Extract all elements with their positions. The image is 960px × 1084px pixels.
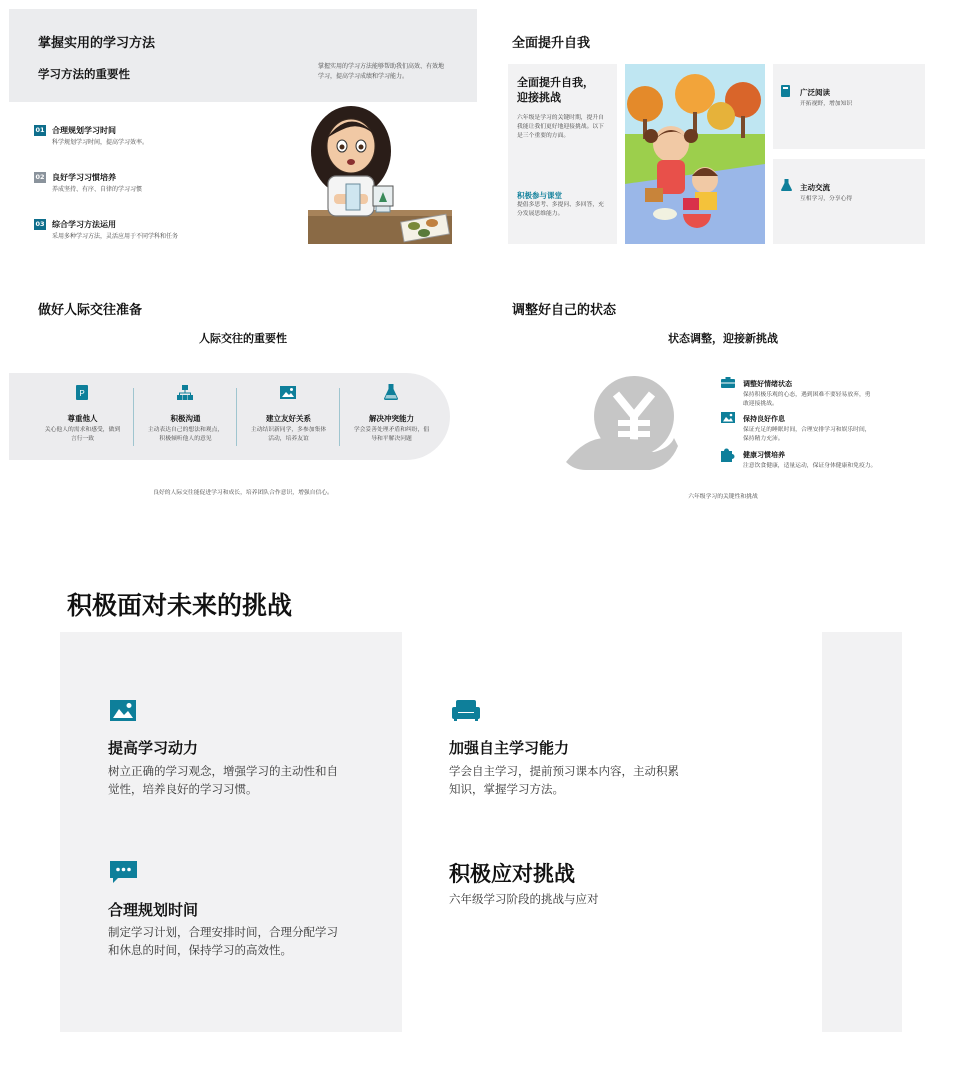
card-text: 六年级是学习的关键时期，提升自 我能让我们更好地迎接挑战。以下 是三个重要的方面。 — [517, 115, 604, 139]
card-desc: 互相学习，分享心得 — [800, 196, 853, 202]
slide-title: 积极面对未来的挑战 — [67, 591, 293, 620]
feature-title: 提高学习动力 — [108, 739, 199, 757]
item-desc: 科学规划学习时间，提高学习效率。 — [52, 139, 149, 146]
item-title: 合理规划学习时间 — [52, 126, 116, 135]
sub-text: 提倡多思考、多提问、多回答，充 分发展思维能力。 — [517, 202, 604, 217]
header-band — [9, 9, 477, 102]
item-desc: 养成坚持、有序、自律的学习习惯 — [52, 186, 143, 193]
skill-title: 尊重他人 — [67, 414, 98, 423]
slide-title: 掌握实用的学习方法 — [38, 36, 156, 51]
footer-text: 六年级学习的关键性和挑战 — [688, 494, 758, 500]
feature-text: 树立正确的学习观念，增强学习的主动性和自 觉性，培养良好的学习习惯。 — [108, 764, 338, 796]
card-desc: 开拓视野，增加知识 — [800, 101, 853, 107]
skill-title: 解决冲突能力 — [369, 414, 414, 423]
item-title: 调整好情绪状态 — [743, 380, 792, 388]
challenge-subtitle: 六年级学习阶段的挑战与应对 — [449, 892, 599, 906]
number-badge: 02 — [35, 173, 45, 181]
sitemap-icon — [177, 385, 193, 400]
item-desc: 保证充足的睡眠时间，合理安排学习和娱乐时间， 保持精力充沛。 — [743, 427, 871, 442]
image-icon — [721, 412, 735, 423]
slide-subtitle: 状态调整，迎接新挑战 — [668, 332, 778, 345]
skill-title: 积极沟通 — [170, 414, 201, 423]
skill-column — [340, 373, 443, 460]
skill-title: 建立友好关系 — [266, 414, 311, 423]
feature-title: 加强自主学习能力 — [449, 739, 570, 757]
communicate-card — [773, 159, 925, 244]
skill-desc: 主动表达自己的想法和观点， 积极倾听他人的意见 — [147, 427, 224, 442]
svg-text:P: P — [79, 389, 85, 398]
card-title: 全面提升自我， 迎接挑战 — [517, 76, 594, 104]
sofa-icon — [452, 700, 480, 721]
item-desc: 采用多种学习方法，灵活应用于不同学科和任务 — [52, 233, 179, 240]
briefcase-icon — [721, 377, 735, 388]
chat-icon — [110, 861, 137, 883]
item-title: 综合学习方法运用 — [52, 220, 116, 229]
slide-title: 做好人际交往准备 — [38, 303, 143, 318]
intro-card — [508, 64, 617, 244]
image-icon — [280, 386, 296, 399]
feature-title: 合理规划时间 — [108, 901, 199, 919]
item-title: 良好学习习惯培养 — [52, 173, 116, 182]
item-desc: 注意饮食健康，适量运动，保证身体健康和免疫力。 — [743, 463, 877, 469]
skill-desc: 关心他人的需求和感受，做到 言行一致 — [44, 427, 121, 442]
book-icon — [781, 85, 790, 97]
picnic-illustration — [625, 64, 765, 244]
puzzle-icon — [721, 448, 735, 462]
reading-card — [773, 64, 925, 149]
feature-text: 学会自主学习，提前预习课本内容，主动积累 知识，掌握学习方法。 — [449, 764, 679, 796]
scientist-illustration — [306, 106, 454, 246]
flask-icon — [384, 384, 398, 400]
left-panel — [60, 632, 402, 1032]
item-desc: 保持积极乐观的心态，遇到困难不要轻易放弃，勇 敢迎接挑战。 — [743, 392, 871, 407]
intro-text: 掌握实用的学习方法能够帮助我们高效、有效地 学习，提高学习成绩和学习能力。 — [318, 63, 445, 80]
document-icon — [76, 385, 88, 400]
money-hand-icon — [566, 376, 678, 472]
skill-column — [134, 373, 237, 460]
card-title: 广泛阅读 — [800, 88, 830, 97]
item-title: 健康习惯培养 — [743, 451, 785, 459]
slide-subtitle: 人际交往的重要性 — [199, 332, 287, 345]
slide-title: 全面提升自我 — [512, 36, 591, 51]
number-badge: 03 — [35, 220, 45, 228]
challenge-title: 积极应对挑战 — [449, 862, 575, 886]
slide-title: 调整好自己的状态 — [512, 303, 617, 318]
image-icon — [110, 700, 136, 721]
skill-desc: 学会妥善处理矛盾和纠纷，倡 导和平解决问题 — [353, 427, 430, 442]
sub-title: 积极参与课堂 — [517, 191, 562, 200]
feature-text: 制定学习计划，合理安排时间，合理分配学习 和休息的时间，保持学习的高效性。 — [108, 925, 338, 957]
number-badge: 01 — [35, 126, 45, 134]
skill-desc: 主动结识新同学，多参加集体 活动，培养友谊 — [250, 427, 327, 442]
skill-column — [31, 373, 134, 460]
flask-icon — [781, 179, 792, 191]
footer-text: 良好的人际交往能促进学习和成长，培养团队合作意识，增强自信心。 — [153, 490, 333, 496]
card-title: 主动交流 — [800, 183, 830, 192]
right-panel — [822, 632, 902, 1032]
item-title: 保持良好作息 — [743, 415, 785, 423]
skill-column — [237, 373, 340, 460]
slide-subtitle: 学习方法的重要性 — [38, 67, 130, 81]
